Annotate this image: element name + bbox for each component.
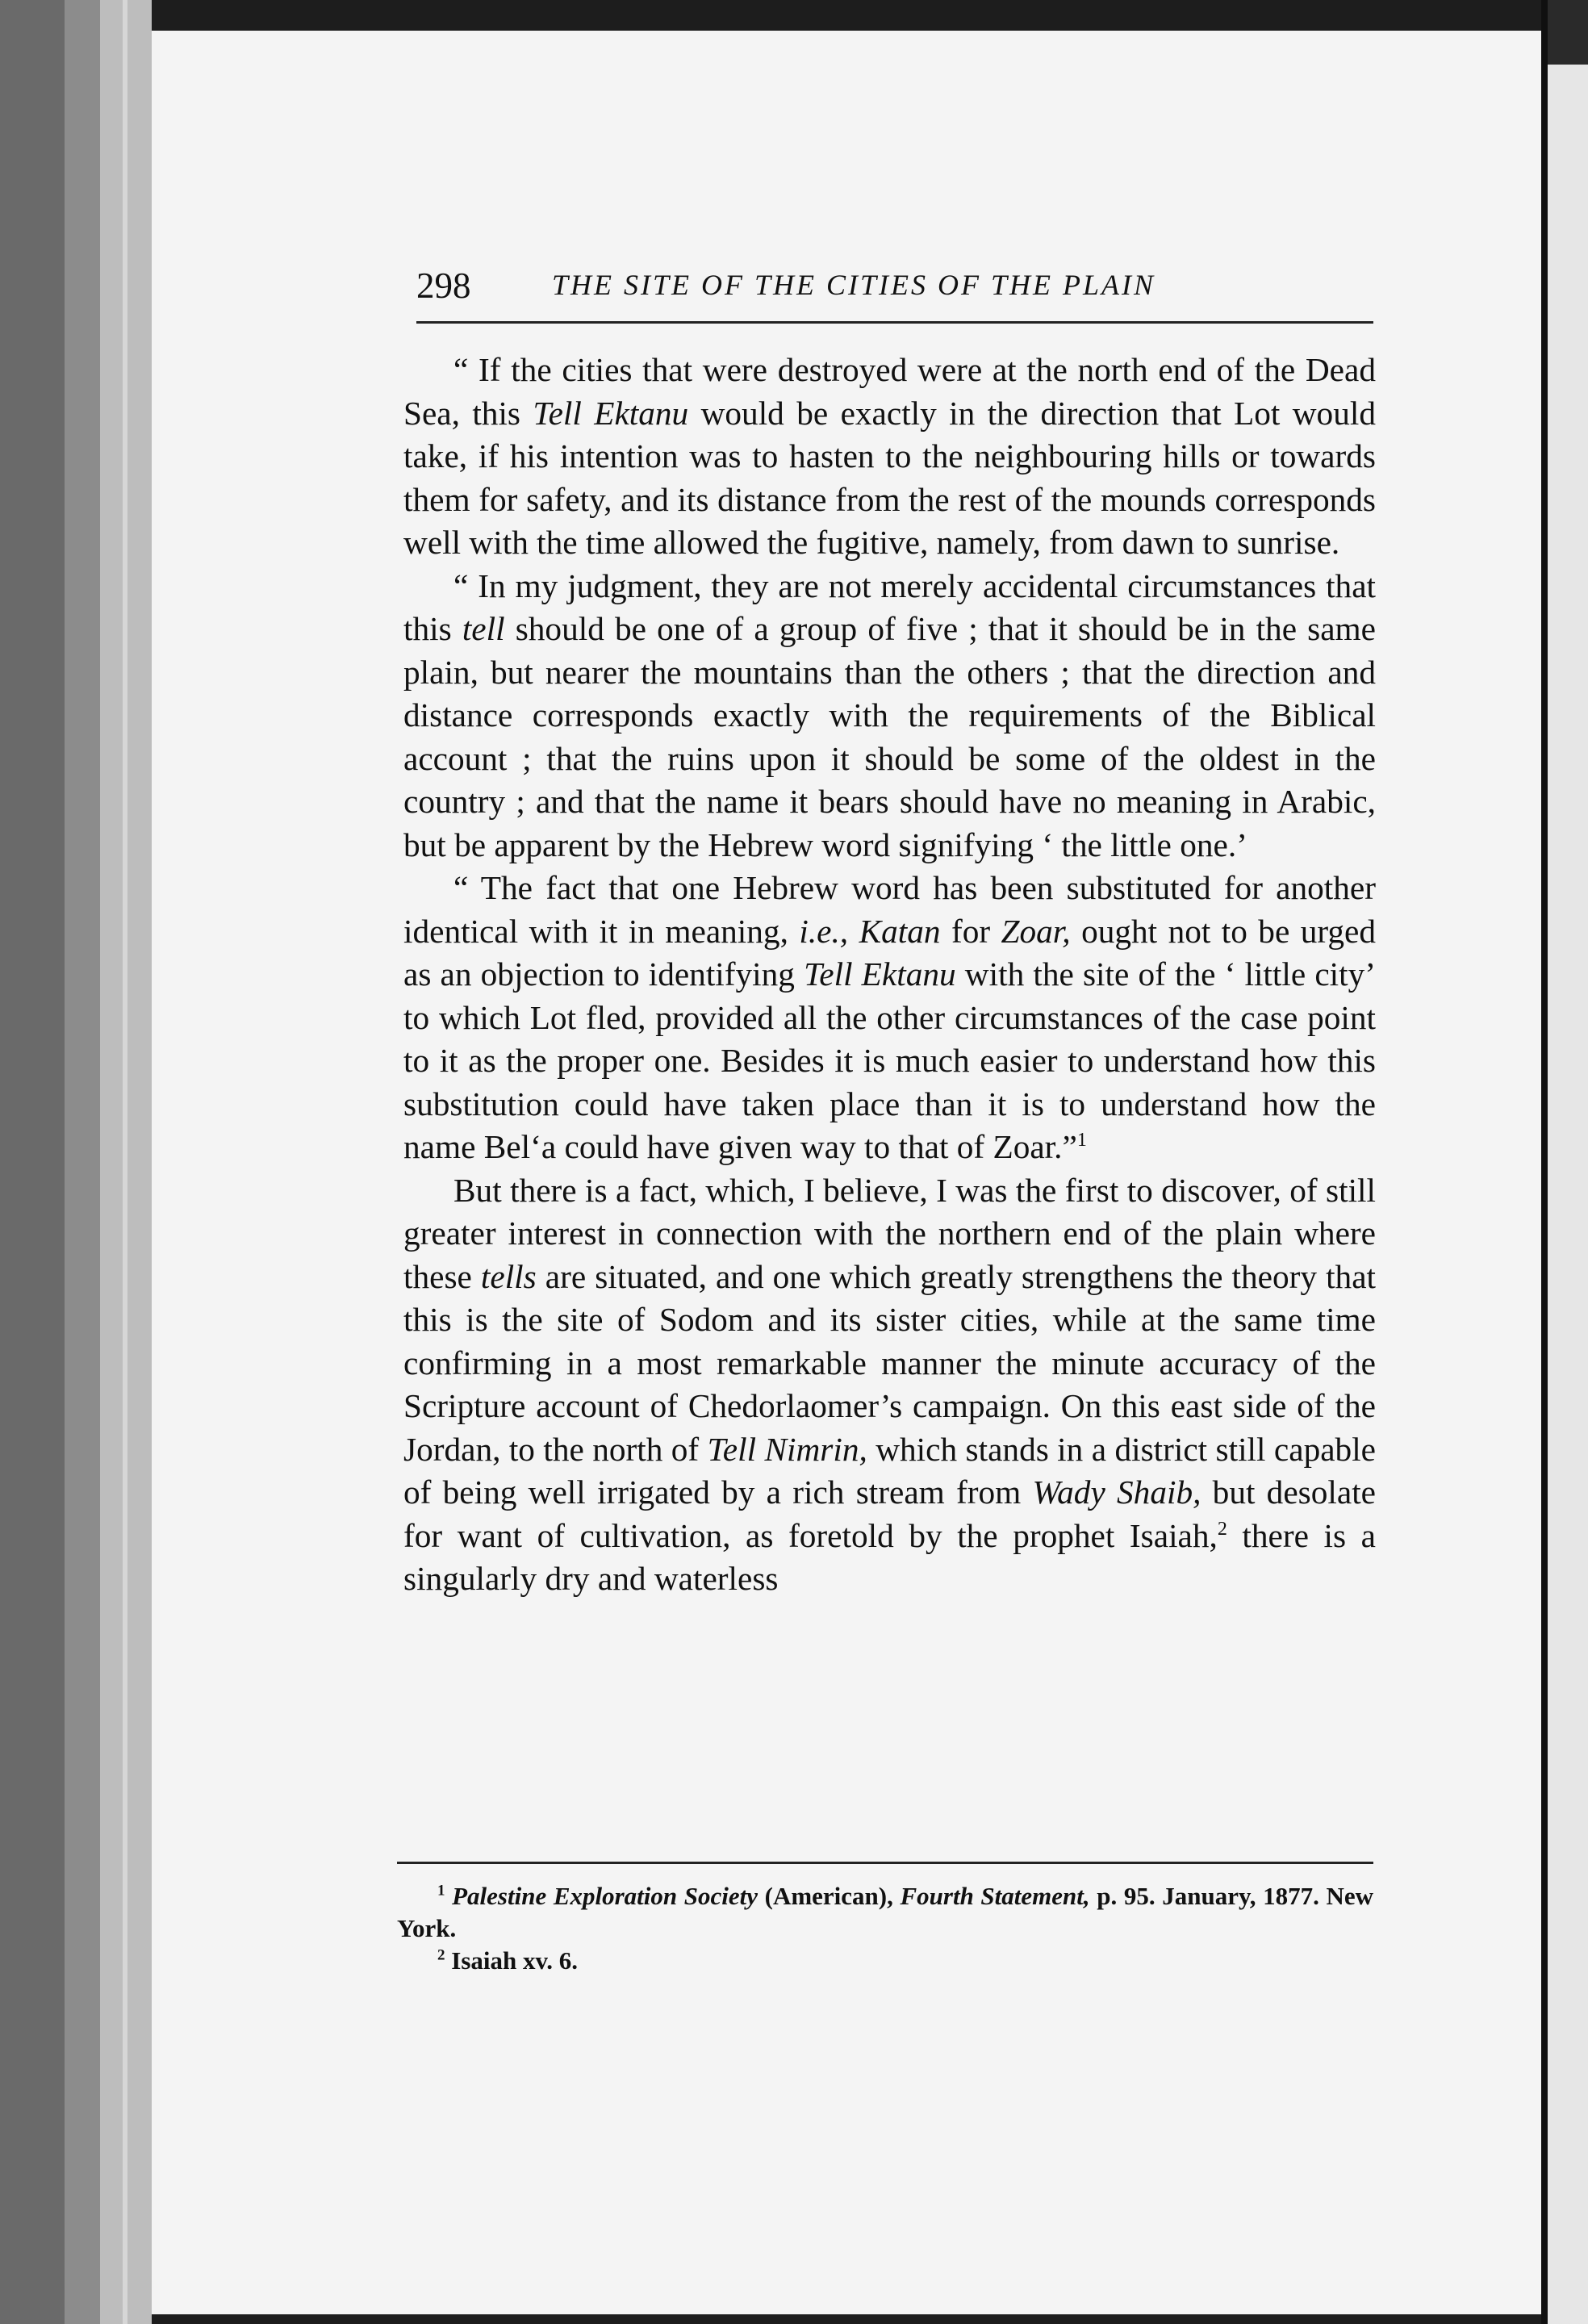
text-run: would be exactly in the direction that Lot would take, if his intention was to hasten to the neighbouring hills or towards them for safety, and its distance from the rest of the mounds corresponds well with the time allowed the fugitive, namely, from dawn to sunrise. [403, 394, 1376, 561]
text-run: “ In my judgment, they are not merely accidental circumstances that this [403, 566, 1376, 647]
book-spine-left [0, 0, 65, 2324]
italic-text: Fourth Statement, [900, 1882, 1090, 1910]
text-run: but desolate for want of cultivation, as foretold by the prophet Isaiah, [403, 1473, 1376, 1554]
text-run [848, 913, 859, 950]
gutter-gap [1541, 0, 1548, 2324]
text-run: p. 95. January, 1877. New York. [397, 1882, 1373, 1942]
running-title: THE SITE OF THE CITIES OF THE PLAIN [552, 269, 1156, 301]
text-run: there is a singularly dry and waterless [403, 1516, 1376, 1597]
text-run: “ If the cities that were destroyed were at the north end of the Dead Sea, this [403, 351, 1376, 432]
text-run: for [940, 912, 1001, 950]
text-run: ought not to be urged as an objection to identifying [403, 912, 1376, 993]
text-run [445, 1882, 453, 1910]
text-run: “ The fact that one Hebrew word has been substituted for another identical with it in meaning, [403, 869, 1376, 950]
footnote-marker: 2 [1217, 1518, 1227, 1540]
facing-page-edge [1548, 65, 1588, 2324]
text-run: are situated, and one which greatly strengthens the theory that this is the site of Sodom and its sister cities, while at the same time confirming in a most remarkable manner the minute accuracy of the Scripture account of Chedorlaomer’s campaign. On this east side of the Jordan, to the north of [403, 1257, 1376, 1468]
italic-text: Palestine Exploration Society [452, 1882, 758, 1910]
italic-text: Tell Ektanu [533, 394, 689, 432]
italic-text: tell [462, 610, 505, 647]
footnote-rule [397, 1862, 1373, 1864]
footnote [397, 1945, 1373, 1977]
text-run: should be one of a group of five ; that it should be in the same plain, but nearer the mountains than the others ; that the direction and distance corresponds exactly with the requirements of the Biblical account ; that the ruins upon it should be some of the oldest in the country ; and that the name it bears should have no meaning in Arabic, but be apparent by the Hebrew word signifying ‘ the little one.’ [403, 610, 1377, 863]
paragraph [403, 565, 1376, 867]
italic-text: Katan [859, 912, 941, 950]
page-number: 298 [416, 265, 471, 306]
footnote-marker: 1 [437, 1882, 445, 1900]
paragraph [403, 867, 1376, 1169]
running-header [416, 257, 1373, 324]
text-run: which stands in a district still capable of being well irrigated by a rich stream from [403, 1430, 1376, 1511]
text-run: But there is a fact, which, I believe, I was the first to discover, of still greater interest in connection with the northern end of the plain where these [403, 1171, 1376, 1295]
italic-text: Zoar, [1001, 912, 1071, 950]
main-text [403, 349, 1376, 1601]
italic-text: tells [480, 1257, 537, 1295]
footnote-marker: 2 [437, 1946, 445, 1964]
italic-text: Wady Shaib, [1032, 1473, 1201, 1511]
footnote-marker: 1 [1076, 1130, 1087, 1152]
footnote [397, 1880, 1373, 1945]
book-page-stack [65, 0, 100, 2324]
text-run: Isaiah xv. 6. [445, 1946, 579, 1975]
paragraph [403, 1169, 1376, 1601]
italic-text: Tell Nimrin, [707, 1430, 867, 1468]
italic-text: Tell Ektanu [804, 955, 956, 993]
paragraph [403, 349, 1376, 565]
text-run: with the site of the ‘ little city’ to which Lot fled, provided all the other circumstances of the case point to it as the proper one. Besides it is much easier to understand how this substitution could have taken place than it is to understand how the name Bel‘a could have given way to that of Zoar.” [403, 955, 1376, 1165]
italic-text: i.e., [799, 912, 849, 950]
text-run: (American), [758, 1882, 901, 1910]
footnotes [397, 1880, 1373, 1977]
book-page-edge-highlight [123, 0, 127, 2324]
